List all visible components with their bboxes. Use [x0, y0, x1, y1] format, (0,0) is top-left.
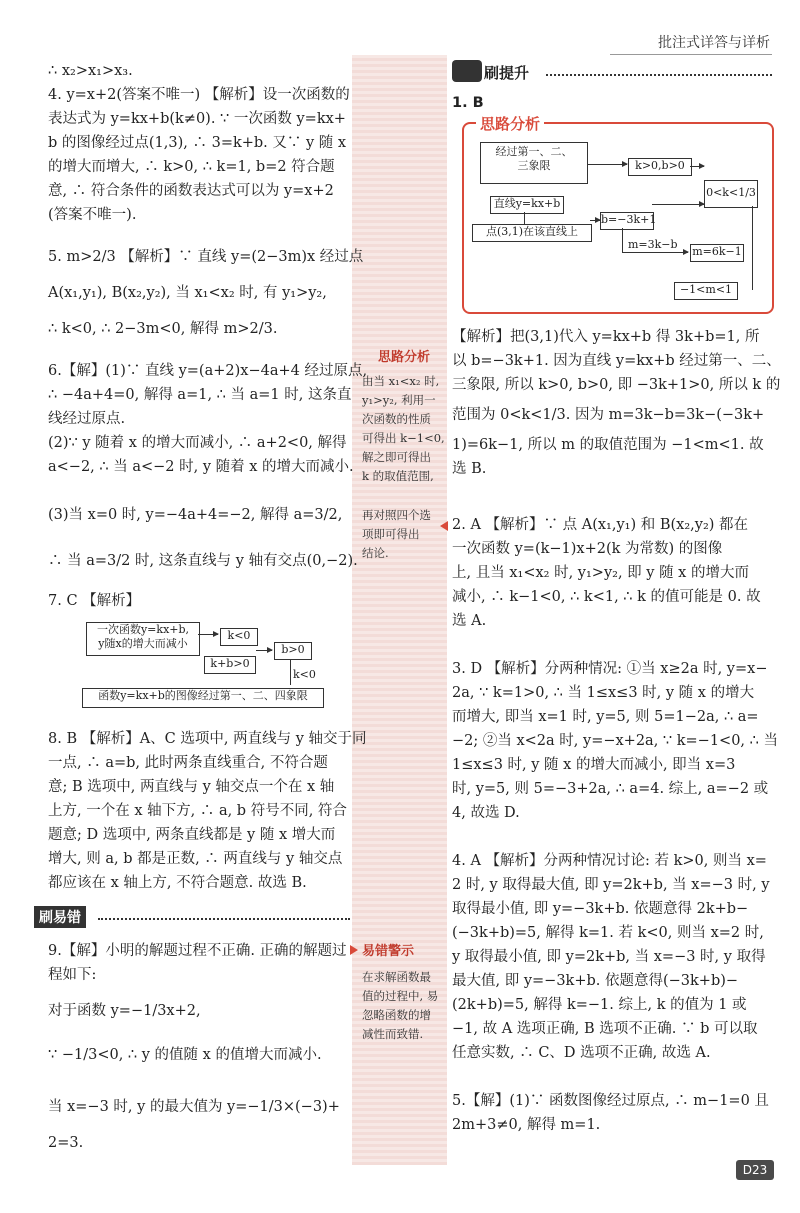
analysis-point-box: 点(3,1)在该直线上: [472, 224, 592, 242]
left-line: 9.【解】小明的解题过程不正确. 正确的解题过: [48, 943, 347, 959]
right-line: y 取得最小值, 即 y=2k+b, 当 x=−3 时, y 取得: [452, 949, 766, 965]
header-rule: [610, 54, 772, 55]
arrow: [590, 220, 600, 221]
margin-note-line: 在求解函数最: [362, 970, 431, 984]
page-number-badge: D23: [736, 1160, 774, 1180]
analysis-range-box: 0<k<1/3: [704, 180, 758, 208]
left-line: 题意; D 选项中, 两条直线都是 y 随 x 增大而: [48, 827, 336, 843]
right-line: 2. A 【解析】∵ 点 A(x₁,y₁) 和 B(x₂,y₂) 都在: [452, 517, 749, 533]
diagram7-text: 一次函数y=kx+b,: [96, 623, 190, 636]
arrow: [256, 650, 272, 651]
analysis-label: 思路分析: [476, 113, 544, 134]
pointer-arrow-icon: [440, 521, 448, 531]
connector: [752, 206, 753, 290]
margin-note-title: 易错警示: [362, 944, 415, 959]
margin-note-line: 次函数的性质: [362, 412, 431, 426]
right-line: 范围为 0<k<1/3. 因为 m=3k−b=3k−(−3k+: [452, 407, 765, 423]
margin-note-line: 结论.: [362, 546, 389, 560]
analysis-m-label: m=3k−b: [628, 238, 678, 251]
margin-note-line: y₁>y₂, 利用一: [362, 393, 436, 407]
left-line: 增大, 则 a, b 都是正数, ∴ 两直线与 y 轴交点: [48, 851, 343, 867]
analysis-quadrant-box: [480, 142, 588, 184]
right-line: 【解析】把(3,1)代入 y=kx+b 得 3k+b=1, 所: [452, 329, 760, 345]
left-line: b 的图像经过点(1,3), ∴ 3=k+b. 又∵ y 随 x: [48, 135, 347, 151]
diagram7-k-neg2: k<0: [293, 668, 316, 681]
right-line: 选 B.: [452, 461, 487, 477]
analysis-line-box: 直线y=kx+b: [490, 196, 564, 214]
left-line: ∴ k<0, ∴ 2−3m<0, 解得 m>2/3.: [48, 321, 278, 337]
left-line: 的增大而增大, ∴ k>0, ∴ k=1, b=2 符合题: [48, 159, 335, 175]
left-line: 线经过原点.: [48, 411, 126, 427]
right-line: (−3k+b)=5, 解得 k=1. 若 k<0, 则当 x=2 时,: [452, 925, 764, 941]
left-line: 程如下:: [48, 967, 97, 983]
arrow: [652, 204, 704, 205]
left-line: 意, ∴ 符合条件的函数表达式可以为 y=x+2: [48, 183, 334, 199]
margin-note-line: 项即可得出: [362, 527, 420, 541]
left-line: ∵ −1/3<0, ∴ y 的值随 x 的值增大而减小.: [48, 1047, 322, 1063]
left-line: ∴ −4a+4=0, 解得 a=1, ∴ 当 a=1 时, 这条直: [48, 387, 352, 403]
margin-note-line: 减性而致错.: [362, 1027, 424, 1041]
right-line: 4, 故选 D.: [452, 805, 520, 821]
right-line: 一次函数 y=(k−1)x+2(k 为常数) 的图像: [452, 541, 723, 557]
left-line: (2)∵ y 随着 x 的增大而减小, ∴ a+2<0, 解得: [48, 435, 347, 451]
right-line: 5.【解】(1)∵ 函数图像经过原点, ∴ m−1=0 且: [452, 1093, 769, 1109]
margin-note-line: 忽略函数的增: [362, 1008, 431, 1022]
margin-note-line: 由当 x₁<x₂ 时,: [362, 374, 440, 388]
right-line: 减小, ∴ k−1<0, ∴ k<1, ∴ k 的值可能是 0. 故: [452, 589, 761, 605]
section-easy-wrong: 刷易错: [34, 906, 86, 928]
right-line: 2m+3≠0, 解得 m=1.: [452, 1117, 601, 1133]
left-line: 都应该在 x 轴上方, 不符合题意. 故选 B.: [48, 875, 307, 891]
right-line: 取得最小值, 即 y=−3k+b. 依题意得 2k+b−: [452, 901, 749, 917]
left-line: 对于函数 y=−1/3x+2,: [48, 1003, 201, 1019]
left-line: A(x₁,y₁), B(x₂,y₂), 当 x₁<x₂ 时, 有 y₁>y₂,: [48, 285, 327, 301]
right-line: (2k+b)=5, 解得 k=−1. 综上, k 的值为 1 或: [452, 997, 747, 1013]
left-line: 一点, ∴ a=b, 此时两条直线重合, 不符合题: [48, 755, 328, 771]
left-line: 当 x=−3 时, y 的最大值为 y=−1/3×(−3)+: [48, 1099, 340, 1115]
right-line: 4. A 【解析】分两种情况讨论: 若 k>0, 则当 x=: [452, 853, 767, 869]
right-line: 3. D 【解析】分两种情况: ①当 x≥2a 时, y=x−: [452, 661, 768, 677]
pointer-arrow-icon: [350, 945, 358, 955]
diagram7-b-pos: b>0: [274, 642, 312, 660]
margin-note-line: 解之即可得出: [362, 450, 431, 464]
right-line: 以 b=−3k+1. 因为直线 y=kx+b 经过第一、二、: [452, 353, 781, 369]
right-line: 选 A.: [452, 613, 487, 629]
left-line: 5. m>2/3 【解析】∵ 直线 y=(2−3m)x 经过点: [48, 249, 364, 265]
left-line: ∴ 当 a=3/2 时, 这条直线与 y 轴有交点(0,−2).: [48, 553, 358, 569]
arrow: [622, 252, 688, 253]
connector: [290, 659, 291, 685]
right-line: −2; ②当 x<2a 时, y=−x+2a, ∵ k=−1<0, ∴ 当: [452, 733, 778, 749]
diagram7-text: y随x的增大而减小: [98, 637, 188, 650]
dotted-rule: [98, 918, 350, 920]
header-title: 批注式详答与详析: [658, 35, 770, 51]
left-line: 2=3.: [48, 1135, 84, 1151]
right-line: −1, 故 A 选项正确, B 选项不正确. ∵ b 可以取: [452, 1021, 758, 1037]
left-line: 7. C 【解析】: [48, 593, 141, 609]
left-line: 8. B 【解析】A、C 选项中, 两直线与 y 轴交于同: [48, 731, 367, 747]
left-line: a<−2, ∴ 当 a<−2 时, y 随着 x 的增大而减小.: [48, 459, 354, 475]
arrow: [690, 166, 704, 167]
margin-note-line: k 的取值范围,: [362, 469, 434, 483]
left-line: 6.【解】(1)∵ 直线 y=(a+2)x−4a+4 经过原点,: [48, 363, 368, 379]
diagram7-conclusion: 函数y=kx+b的图像经过第一、二、四象限: [82, 688, 324, 708]
left-line: 上方, 一个在 x 轴下方, ∴ a, b 符号不同, 符合: [48, 803, 347, 819]
right-line: 上, 且当 x₁<x₂ 时, y₁>y₂, 即 y 随 x 的增大而: [452, 565, 749, 581]
analysis-m-box: m=6k−1: [690, 244, 744, 262]
left-line: (答案不唯一).: [48, 207, 137, 223]
dotted-rule: [546, 74, 772, 76]
analysis-kb-box: k>0,b>0: [628, 158, 692, 176]
analysis-text: 经过第一、二、: [495, 145, 573, 158]
margin-note-line: 再对照四个选: [362, 508, 431, 522]
right-line: 1≤x≤3 时, y 随 x 的增大而减小, 即当 x=3: [452, 757, 736, 773]
left-line: 意; B 选项中, 两直线与 y 轴交点一个在 x 轴: [48, 779, 335, 795]
connector: [622, 228, 623, 252]
left-line: ∴ x₂>x₁>x₃.: [48, 63, 133, 79]
analysis-result-box: −1<m<1: [674, 282, 738, 300]
diagram7-k-plus-b: k+b>0: [204, 656, 256, 674]
analysis-text: 三象限: [517, 159, 551, 172]
pencil-icon: [452, 60, 482, 82]
right-line: 2a, ∵ k=1>0, ∴ 当 1≤x≤3 时, y 随 x 的增大: [452, 685, 755, 701]
margin-note-line: 值的过程中, 易: [362, 989, 439, 1003]
arrow: [587, 164, 627, 165]
right-line: 时, y=5, 则 5=−3+2a, ∴ a=4. 综上, a=−2 或: [452, 781, 769, 797]
left-line: (3)当 x=0 时, y=−4a+4=−2, 解得 a=3/2,: [48, 507, 343, 523]
left-line: 4. y=x+2(答案不唯一) 【解析】设一次函数的: [48, 87, 350, 103]
arrow: [198, 634, 218, 635]
right-line: 三象限, 所以 k>0, b>0, 即 −3k+1>0, 所以 k 的: [452, 377, 781, 393]
left-line: 表达式为 y=kx+b(k≠0). ∵ 一次函数 y=kx+: [48, 111, 346, 127]
margin-note-title: 思路分析: [378, 350, 431, 365]
section-upgrade: 刷提升: [484, 64, 530, 82]
right-line: 1. B: [452, 95, 484, 111]
diagram7-condition-box: [86, 622, 200, 656]
right-line: 2 时, y 取得最大值, 即 y=2k+b, 当 x=−3 时, y: [452, 877, 770, 893]
right-line: 而增大, 即当 x=1 时, y=5, 则 5=1−2a, ∴ a=: [452, 709, 759, 725]
right-line: 最大值, 即 y=−3k+b. 依题意得(−3k+b)−: [452, 973, 739, 989]
right-line: 任意实数, ∴ C、D 选项不正确, 故选 A.: [452, 1045, 711, 1061]
analysis-b-box: b=−3k+1: [600, 212, 654, 230]
connector: [524, 212, 525, 224]
diagram7-k-neg: k<0: [220, 628, 258, 646]
margin-note-line: 可得出 k−1<0,: [362, 431, 445, 445]
right-line: 1)=6k−1, 所以 m 的取值范围为 −1<m<1. 故: [452, 437, 764, 453]
